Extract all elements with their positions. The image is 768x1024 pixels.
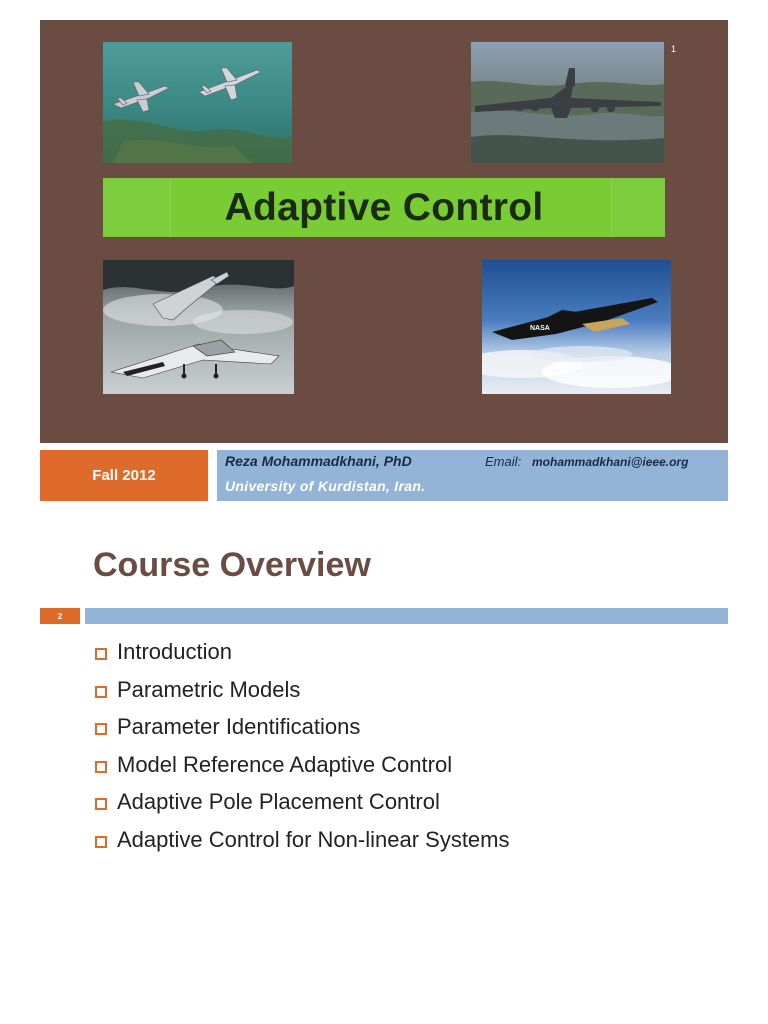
course-overview-slide	[40, 520, 728, 860]
slide-heading: Course Overview	[93, 546, 371, 584]
list-item-label: Parameter Identifications	[117, 714, 361, 740]
title-banner	[103, 178, 665, 237]
square-bullet-icon	[95, 798, 107, 810]
list-item-label: Adaptive Pole Placement Control	[117, 789, 440, 815]
list-item-label: Parametric Models	[117, 676, 301, 702]
square-bullet-icon	[95, 836, 107, 848]
list-item	[95, 708, 510, 746]
slide-number: 2	[40, 608, 80, 624]
cargo-plane-photo	[471, 42, 664, 163]
university-name: University of Kurdistan, Iran.	[225, 478, 426, 494]
nasa-hypersonic-photo	[482, 260, 671, 394]
slide-title: Adaptive Control	[224, 186, 544, 229]
list-item	[95, 671, 510, 709]
square-bullet-icon	[95, 686, 107, 698]
footer-separator	[40, 443, 728, 448]
list-item-label: Model Reference Adaptive Control	[117, 751, 453, 777]
square-bullet-icon	[95, 761, 107, 773]
list-item	[95, 746, 510, 784]
list-item	[95, 783, 510, 821]
list-item	[95, 821, 510, 859]
slide-number: 1	[671, 44, 677, 54]
email-address: mohammadkhani@ieee.org	[532, 455, 689, 469]
author-info-bar	[217, 450, 728, 501]
author-name: Reza Mohammadkhani, PhD	[225, 453, 412, 469]
heading-rule	[85, 608, 728, 624]
semester-label: Fall 2012	[40, 450, 208, 501]
list-item	[95, 633, 510, 671]
email-label: Email:	[485, 454, 522, 469]
stealth-aircraft-photo	[103, 260, 294, 394]
topic-list	[95, 633, 510, 859]
list-item-label: Adaptive Control for Non-linear Systems	[117, 826, 510, 852]
list-item-label: Introduction	[117, 639, 232, 664]
square-bullet-icon	[95, 648, 107, 660]
fighter-jets-photo	[103, 42, 292, 163]
svg-text:NASA: NASA	[530, 325, 550, 332]
square-bullet-icon	[95, 723, 107, 735]
title-slide	[40, 20, 728, 501]
